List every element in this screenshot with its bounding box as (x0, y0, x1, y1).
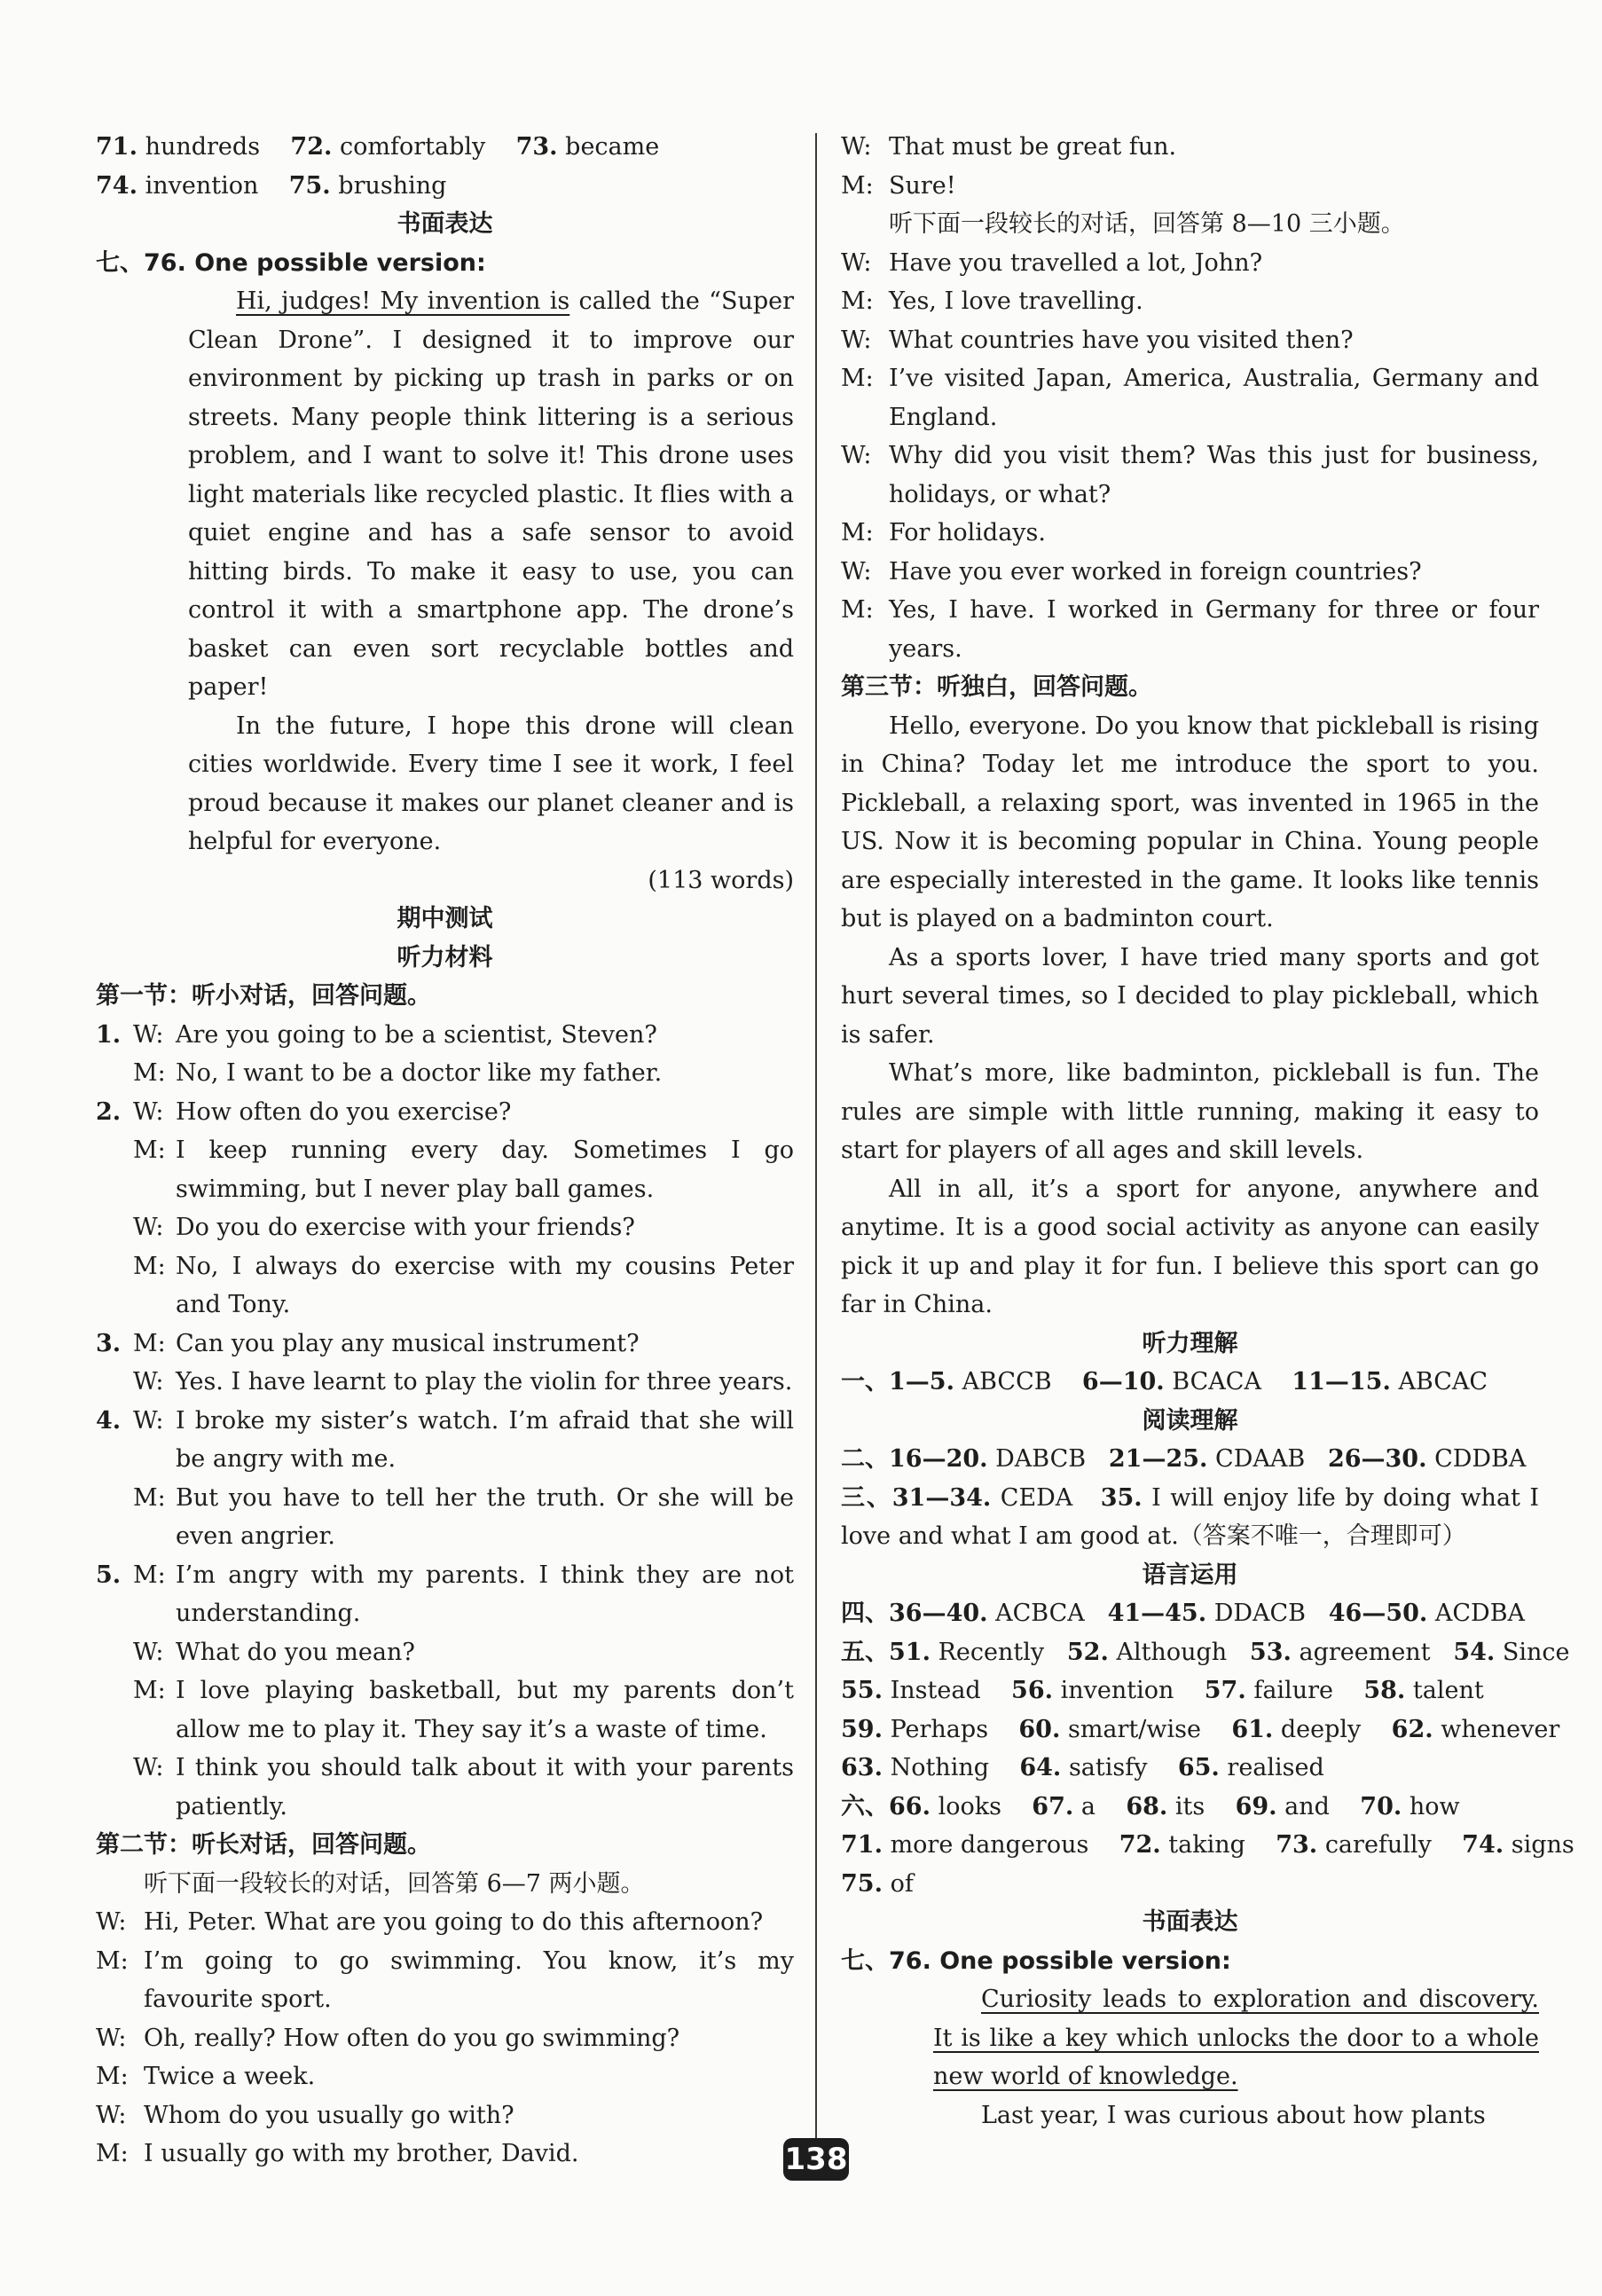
monologue-paragraph: All in all, it’s a sport for anyone, anywhere and anytime. It is a good social activity as anyone can easily pick it up and play it for fun. I believe this sport can go far in China. (841, 1175, 1539, 1318)
right-column (841, 128, 1575, 2135)
answer-row-36-50: 四、36—40. ACBCA 41—45. DDACB 46—50. ACDBA (841, 1600, 1526, 1627)
essay-paragraph-2: In the future, I hope this drone will clean cities worldwide. Every time I see it work, I feel proud because it makes our planet cleaner and is helpful for everyone. (188, 712, 794, 855)
answer-row-66-70: 六、66. looks 67. a 68. its 69. and 70. how (841, 1792, 1460, 1820)
dialog-line: W: Have you ever worked in foreign countries? (841, 557, 1422, 586)
dialog-line: W: Whom do you usually go with? (96, 2101, 514, 2129)
long-dialog-1 (96, 1903, 794, 2174)
answer-row-74-75: 74. invention 75. brushing (96, 171, 447, 200)
dialog-line: W: Yes. I have learnt to play the violin for three years. (133, 1368, 793, 1396)
answer-row-31-35: 三、31—34. CEDA 35. I will enjoy life by doing what I love and what I am good at.（答案不唯一，合理即可） (841, 1483, 1540, 1550)
monologue-paragraph: What’s more, like badminton, pickleball is fun. The rules are simple with little running, making it easy to start for players of all ages and skill levels. (841, 1059, 1539, 1164)
monologue-paragraph: Hello, everyone. Do you know that pickleball is rising in China? Today let me introduce the sport to you. Pickleball, a relaxing sport, was invented in 1965 in the US. Now it is becoming popular in China. Young people are especially interested in the game. It looks like tennis but is played on a badminton court. (841, 712, 1539, 932)
essay-underlined-phrase: Hi, judges! My invention is (236, 287, 570, 315)
section-1-heading: 第一节：听小对话，回答问题。 (96, 982, 431, 1010)
answer-row-1-15: 一、1—5. ABCCB 6—10. BCACA 11—15. ABCAC (841, 1368, 1488, 1396)
instruction-6-7: 听下面一段较长的对话，回答第 6—7 两小题。 (144, 1869, 645, 1898)
dialog-line: W: I think you should talk about it with your parents patiently. (133, 1754, 794, 1820)
answer-row-63-65: 63. Nothing 64. satisfy 65. realised (841, 1754, 1324, 1781)
essay-underlined-paragraph: Curiosity leads to exploration and discovery. It is like a key which unlocks the door to a whole new world of knowledge. (933, 1985, 1539, 2090)
answer-row-71-74: 71. more dangerous 72. taking 73. carefully 74. signs (841, 1831, 1575, 1859)
writing-heading: 书面表达 (397, 210, 493, 238)
monologue-paragraph: As a sports lover, I have tried many sports and got hurt several times, so I decided to play pickleball, which is safer. (841, 943, 1539, 1049)
answer-row-51-54: 五、51. Recently 52. Although 53. agreement 54. Since (841, 1638, 1570, 1666)
dialog-line: 3. M: Can you play any musical instrument? (96, 1329, 640, 1357)
dialog-line: M: Sure! (841, 171, 956, 200)
section-3-heading: 第三节：听独白，回答问题。 (841, 673, 1152, 701)
dialog-line: W: What do you mean? (133, 1638, 415, 1666)
dialog-line: W: That must be great fun. (841, 133, 1177, 161)
dialog-line: W: Do you do exercise with your friends? (133, 1214, 635, 1241)
dialog-line: W: Why did you visit them? Was this just for business, holidays, or what? (841, 442, 1539, 508)
dialog-line: M: No, I always do exercise with my cousins Peter and Tony. (133, 1252, 794, 1318)
reading-comprehension-heading: 阅读理解 (1142, 1406, 1238, 1435)
dialog-line: 5. M: I’m angry with my parents. I think they are not understanding. (96, 1561, 794, 1627)
dialog-line: 4. W: I broke my sister’s watch. I’m afraid that she will be angry with me. (96, 1406, 794, 1473)
dialog-line: M: I’ve visited Japan, America, Australia, Germany and England. (841, 365, 1539, 431)
dialog-line: W: Have you travelled a lot, John? (841, 248, 1263, 277)
listening-material-title: 听力材料 (397, 943, 493, 971)
language-use-heading: 语言运用 (1142, 1561, 1238, 1589)
dialog-line: M: I usually go with my brother, David. (96, 2140, 579, 2167)
writing-heading: 书面表达 (1142, 1908, 1238, 1936)
left-column (96, 128, 794, 2174)
column-divider (815, 133, 817, 2147)
essay-paragraph-1: Hi, judges! My invention is called the “Super Clean Drone”. I designed it to improve our environment by picking up trash in parks or on streets. Many people think littering is a serious problem, and I want to solve it! This drone uses light materials like recycled plastic. It flies with a quiet engine and has a safe sensor to avoid hitting birds. To make it easy to use, you can control it with a smartphone app. The drone’s basket can even sort recyclable bottles and paper! (188, 287, 794, 701)
answer-row-75: 75. of (841, 1869, 914, 1898)
dialog-line: M: Twice a week. (96, 2063, 316, 2090)
long-dialog-2 (841, 244, 1539, 669)
dialog-3 (96, 1325, 794, 1402)
dialog-line: 1. W: Are you going to be a scientist, Steven? (96, 1020, 657, 1049)
dialog-line: M: I love playing basketball, but my parents don’t allow me to play it. They say it’s a waste of time. (133, 1677, 794, 1743)
dialog-2 (96, 1093, 794, 1325)
section-2-heading: 第二节：听长对话，回答问题。 (96, 1831, 431, 1859)
dialog-5 (96, 1556, 794, 1827)
dialog-line: M: But you have to tell her the truth. Or she will be even angrier. (133, 1483, 794, 1550)
dialog-line: M: I’m going to go swimming. You know, it’s my favourite sport. (96, 1946, 794, 2013)
dialog-line: W: Oh, really? How often do you go swimming? (96, 2024, 680, 2052)
dialog-line: M: For holidays. (841, 519, 1046, 546)
listening-comprehension-heading: 听力理解 (1142, 1329, 1238, 1357)
dialog-line: M: I keep running every day. Sometimes I go swimming, but I never play ball games. (133, 1136, 794, 1203)
q76-label: 七、76. One possible version: (841, 1946, 1231, 1975)
dialog-line: M: Yes, I have. I worked in Germany for three or four years. (841, 596, 1539, 663)
dialog-4 (96, 1402, 794, 1556)
dialog-line: 2. W: How often do you exercise? (96, 1097, 512, 1126)
dialog-1 (96, 1016, 794, 1093)
answer-row-55-58: 55. Instead 56. invention 57. failure 58. talent (841, 1677, 1484, 1704)
answer-row-16-30: 二、16—20. DABCB 21—25. CDAAB 26—30. CDDBA (841, 1445, 1527, 1473)
midterm-title: 期中测试 (397, 905, 493, 932)
instruction-8-10: 听下面一段较长的对话，回答第 8—10 三小题。 (889, 210, 1405, 238)
page-number: 138 (783, 2138, 849, 2181)
word-count: (113 words) (648, 866, 794, 894)
dialog-line: W: Hi, Peter. What are you going to do this afternoon? (96, 1908, 764, 1936)
essay-paragraph-2: Last year, I was curious about how plants (981, 2101, 1486, 2129)
dialog-line: M: Yes, I love travelling. (841, 287, 1143, 315)
q76-label: 七、76. One possible version: (96, 248, 486, 277)
answer-row-59-62: 59. Perhaps 60. smart/wise 61. deeply 62. whenever (841, 1715, 1560, 1743)
answer-row-71-73: 71. hundreds 72. comfortably 73. became (96, 133, 660, 161)
dialog-line: M: No, I want to be a doctor like my father. (133, 1059, 663, 1087)
dialog-line: W: What countries have you visited then? (841, 326, 1354, 354)
